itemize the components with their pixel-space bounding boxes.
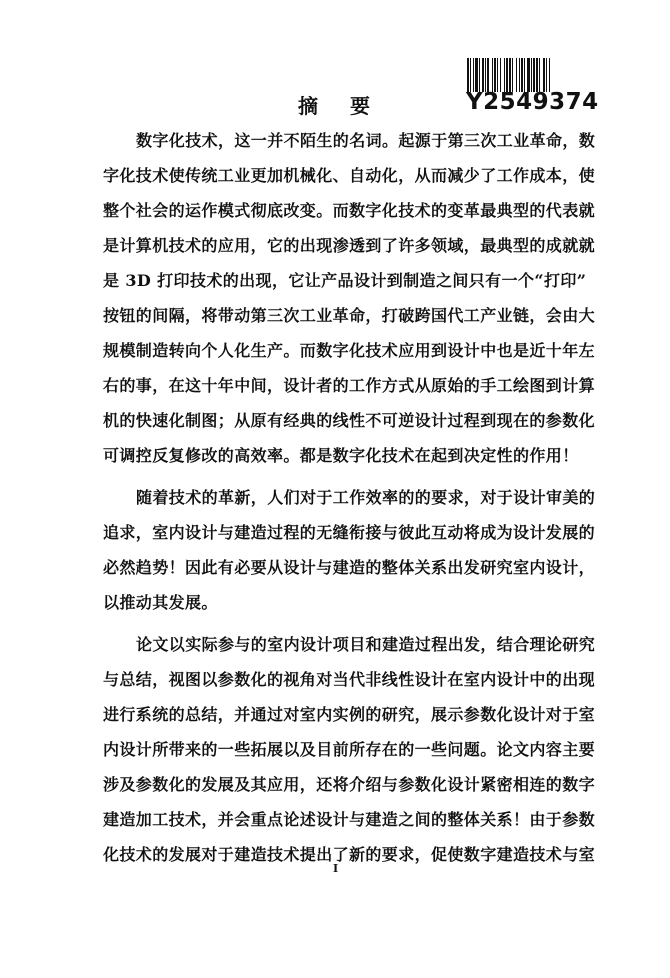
text-line: 建造加工技术，并会重点论述设计与建造之间的整体关系！由于参数 — [103, 810, 596, 829]
text-line: 追求，室内设计与建造过程的无缝衔接与彼此互动将成为设计发展的 — [103, 523, 596, 542]
text-line: 化技术的发展对于建造技术提出了新的要求，促使数字建造技术与室 — [103, 845, 596, 864]
text-line: 机的快速化制图；从原有经典的线性不可逆设计过程到现在的参数化 — [103, 411, 596, 430]
text-line: 与总结，视图以参数化的视角对当代非线性设计在室内设计中的出现 — [103, 670, 596, 689]
text-line: 是 3D 打印技术的出现，它让产品设计到制造之间只有一个“打印” — [103, 271, 587, 290]
paragraph-1 — [103, 123, 596, 473]
text-line: 进行系统的总结，并通过对室内实例的研究，展示参数化设计对于室 — [103, 705, 596, 724]
paragraph-2 — [103, 480, 596, 620]
text-line: 论文以实际参与的室内设计项目和建造过程出发，结合理论研究 — [136, 635, 596, 654]
text-line: 右的事，在这十年中间，设计者的工作方式从原始的手工绘图到计算 — [103, 376, 596, 395]
text-line: 按钮的间隔，将带动第三次工业革命，打破跨国代工产业链，会由大 — [103, 306, 596, 325]
abstract-body — [103, 123, 596, 872]
text-line: 以推动其发展。 — [103, 593, 218, 612]
text-line: 可调控反复修改的高效率。都是数字化技术在起到决定性的作用！ — [103, 446, 579, 465]
page-number: I — [333, 862, 339, 875]
paragraph-3 — [103, 627, 596, 872]
text-line: 随着技术的革新，人们对于工作效率的的要求，对于设计审美的 — [136, 488, 596, 507]
barcode-number: Y2549374 — [466, 89, 599, 115]
text-line: 是计算机技术的应用，它的出现渗透到了许多领域，最典型的成就就 — [103, 236, 596, 255]
text-line: 涉及参数化的发展及其应用，还将介绍与参数化设计紧密相连的数字 — [103, 775, 596, 794]
text-line: 整个社会的运作模式彻底改变。而数字化技术的变革最典型的代表就 — [103, 201, 596, 220]
text-line: 必然趋势！因此有必要从设计与建造的整体关系出发研究室内设计， — [103, 558, 596, 577]
barcode-icon — [466, 58, 584, 92]
text-line: 字化技术使传统工业更加机械化、自动化，从而减少了工作成本，使 — [103, 166, 596, 185]
text-line: 数字化技术，这一并不陌生的名词。起源于第三次工业革命，数 — [136, 131, 596, 150]
barcode-stamp — [466, 58, 599, 115]
text-line: 规模制造转向个人化生产。而数字化技术应用到设计中也是近十年左 — [103, 341, 596, 360]
page-title: 摘要 — [298, 94, 402, 118]
text-line: 内设计所带来的一些拓展以及目前所存在的一些问题。论文内容主要 — [103, 740, 596, 759]
